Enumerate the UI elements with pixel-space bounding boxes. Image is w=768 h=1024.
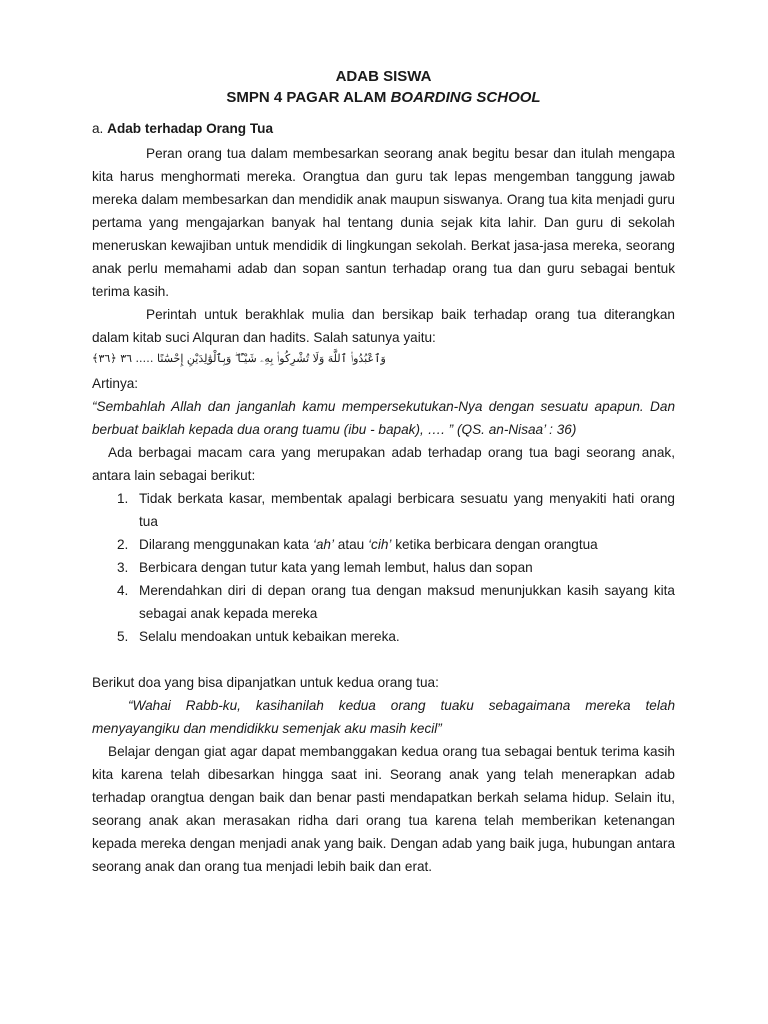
list-text-mid: atau	[333, 537, 368, 552]
paragraph-quran-command: Perintah untuk berakhlak mulia dan bersikap baik terhadap orang tua diterangkan dalam kitab suci Alquran dan hadits. Salah satunya yaitu:	[92, 307, 675, 345]
list-text: Berbicara dengan tutur kata yang lemah lembut, halus dan sopan	[139, 560, 533, 575]
list-text: Tidak berkata kasar, membentak apalagi berbicara sesuatu yang menyakiti hati orang tua	[139, 491, 675, 529]
title-boarding-school: BOARDING SCHOOL	[390, 89, 541, 106]
word-cih: ‘cih’	[368, 537, 392, 552]
verse-translation: “Sembahlah Allah dan janganlah kamu mempersekutukan-Nya dengan sesuatu apapun. Dan berbuat baiklah kepada dua orang tuamu (ibu - bapak), …. ” (QS. an-Nisaa’ : 36)	[92, 399, 675, 437]
doa-intro: Berikut doa yang bisa dipanjatkan untuk kedua orang tua:	[92, 675, 439, 690]
paragraph-intro: Peran orang tua dalam membesarkan seorang anak begitu besar dan itulah mengapa kita harus menghormati mereka. Orangtua dan guru tak lepas mengemban tanggung jawab mereka dalam membesarkan dan mendidik anak maupun siswanya. Orang tua kita menjadi guru pertama yang mengajarkan banyak hal tentang dunia sejak kita lahir. Dan guru di sekolah meneruskan kewajiban untuk mendidik di lingkungan sekolah. Berkat jasa-jasa mereka, seorang anak perlu memahami adab dan sopan santun terhadap orang tua dan guru sebagai bentuk terima kasih.	[92, 146, 675, 299]
list-text: Selalu mendoakan untuk kebaikan mereka.	[139, 629, 400, 644]
list-text: Merendahkan diri di depan orang tua dengan maksud menunjukkan kasih sayang kita sebagai anak kepada mereka	[139, 583, 675, 621]
artinya-label: Artinya:	[92, 376, 139, 391]
paragraph-gap	[92, 648, 675, 671]
list-text-post: ketika berbicara dengan orangtua	[391, 537, 598, 552]
list-number: 4.	[117, 583, 129, 598]
paragraph-closing: Belajar dengan giat agar dapat membanggakan kedua orang tua sebagai bentuk terima kasih kita karena telah dibesarkan hingga saat ini. Seorang anak yang telah menerapkan adab terhadap orangtua dengan baik dan benar pasti mendapatkan berkah selama hidup. Selain itu, seorang anak akan merasakan ridha dari orang tua karena telah memberikan ketenangan kepada mereka dengan menjadi anak yang baik. Dengan adab yang baik juga, hubungan antara seorang anak dan orang tua menjadi lebih baik dan erat.	[92, 744, 675, 874]
section-title: Adab terhadap Orang Tua	[107, 121, 274, 136]
section-marker: a.	[92, 121, 108, 136]
section-heading	[92, 117, 675, 140]
list-item	[92, 579, 675, 625]
doa-text: “Wahai Rabb-ku, kasihanilah kedua orang tuaku sebagaimana mereka telah menyayangiku dan mendidikku semenjak aku masih kecil”	[92, 698, 675, 736]
paragraph-list-intro: Ada berbagai macam cara yang merupakan adab terhadap orang tua bagi seorang anak, antara lain sebagai berikut:	[92, 445, 675, 483]
list-text	[139, 533, 675, 556]
arabic-verse: وَٱعْبُدُوا۟ ٱللَّهَ وَلَا تُشْرِكُوا۟ بِهِۦ شَيْـًٔا ۖ وَبِٱلْوَٰلِدَيْنِ إِحْسَٰنًا ….. ٣٦ ﴿٣٦﴾	[92, 352, 386, 365]
list-item	[92, 487, 675, 533]
title-line-2	[92, 87, 675, 108]
list-number: 2.	[117, 537, 129, 552]
list-number: 5.	[117, 629, 129, 644]
title-line-1: ADAB SISWA	[335, 68, 432, 85]
word-ah: ‘ah’	[312, 537, 334, 552]
adab-list	[92, 487, 675, 648]
document-page	[92, 66, 675, 878]
title-school-name: SMPN 4 PAGAR ALAM	[226, 89, 391, 106]
list-item	[92, 533, 675, 556]
list-item	[92, 556, 675, 579]
list-number: 1.	[117, 491, 129, 506]
list-text-pre: Dilarang menggunakan kata	[139, 537, 313, 552]
document-title	[92, 66, 675, 108]
list-number: 3.	[117, 560, 129, 575]
list-item	[92, 625, 675, 648]
